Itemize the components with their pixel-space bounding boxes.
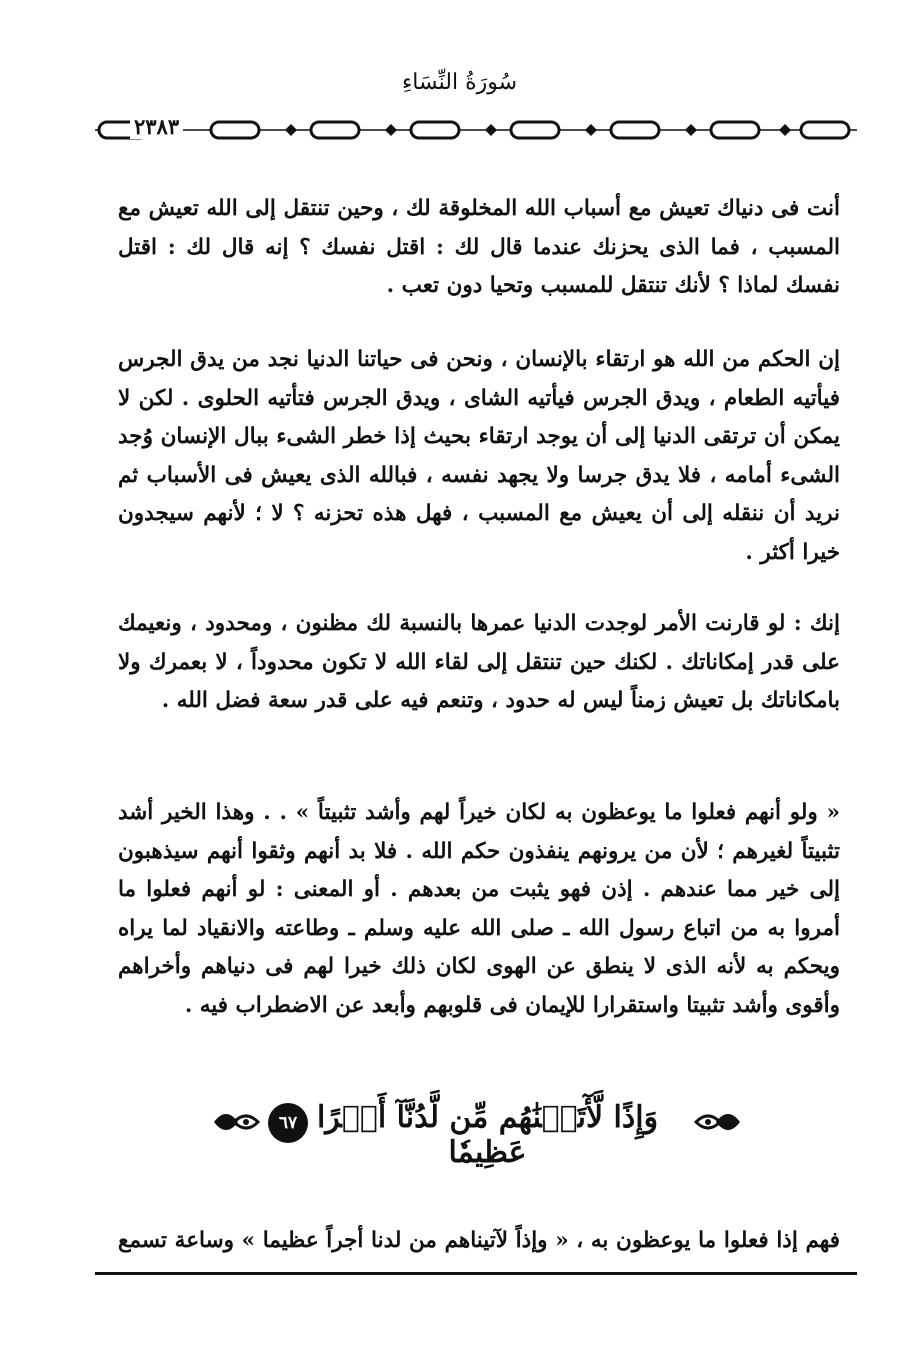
paragraph-2: إن الحكم من الله هو ارتقاء بالإنسان ، ونحن فى حياتنا الدنيا نجد من يدق الجرس فيأتيه الطعام ، ويدق الجرس فيأتيه الشاى ، ويدق الجرس فتأتيه الحلوى . لكن لا يمكن أن ترتقى الدنيا إلى أن يوجد ارتقاء بحيث إذا خطر الشىء ببال الإنسان وُجد الشىء أمامه ، فلا يدق جرسا ولا يجهد نفسه ، فبالله الذى يعيش فى الأسباب ثم نريد أن ننقله إلى أن يعيش مع المسبب ، فهل هذه تحزنه ؟ لا ؛ لأنهم سيجدون خيرا أكثر . bbox=[118, 347, 840, 565]
footer-divider bbox=[95, 1272, 857, 1275]
paragraph-1: أنت فى دنياك تعيش مع أسباب الله المخلوقة لك ، وحين تنتقل إلى الله تعيش مع المسبب ، فما الذى يحزنك عندما قال لك : اقتل نفسك ؟ إنه قال لك : اقتل نفسك لماذا ؟ لأنك تنتقل للمسبب وتحيا دون تعب . bbox=[118, 196, 840, 298]
ornamental-border-icon bbox=[95, 116, 857, 144]
page-number: ٢٣٨٣ bbox=[130, 114, 183, 139]
verse-ornament-right-icon bbox=[692, 1102, 744, 1142]
paragraph-4: « ولو أنهم فعلوا ما يوعظون به لكان خيراً لهم وأشد تثبيتاً » . . وهذا الخير أشد تثبيتاً لغيرهم ؛ لأن من يرونهم ينفذون حكم الله . فلا بد أنهم وثقوا أنهم سيذهبون إلى خير مما عندهم . إذن فهو يثبت من بعدهم . أو المعنى : لو أنهم فعلوا ما أمروا به من اتباع رسول الله ـ صلى الله عليه وسلم ـ وطاعته والانقياد لما يراه ويحكم به لأنه الذى لا ينطق عن الهوى لكان ذلك خيرا لهم فى دنياهم وأخراهم وأقوى وأشد تثبيتا واستقرارا للإيمان فى قلوبهم وأبعد عن الاضطراب فيه . bbox=[118, 800, 840, 1018]
verse-number-badge: ٦٧ bbox=[268, 1103, 308, 1143]
paragraph-3: إنك : لو قارنت الأمر لوجدت الدنيا عمرها بالنسبة لك مظنون ، ومحدود ، ونعيمك على قدر إمكاناتك . لكنك حين تنتقل إلى لقاء الله لا تكون محدوداً ، لا بعمرك ولا بامكاناتك بل تعيش زمناً ليس له حدود ، وتنعم فيه على قدر سعة فضل الله . bbox=[118, 611, 840, 713]
verse-ornament-left-icon bbox=[210, 1102, 262, 1142]
quran-verse: وَإِذًا لَّأٓتَيۡنَٰهُم مِّن لَّدُنَّآ أَجۡرًا عَظِيمٗا bbox=[316, 1100, 659, 1170]
continuation-line: فهم إذا فعلوا ما يوعظون به ، « وإذاً لآتيناهم من لدنا أجراً عظيما » وساعة تسمع bbox=[118, 1228, 840, 1253]
surah-title: سُورَةُ النِّسَاءِ bbox=[401, 70, 518, 95]
